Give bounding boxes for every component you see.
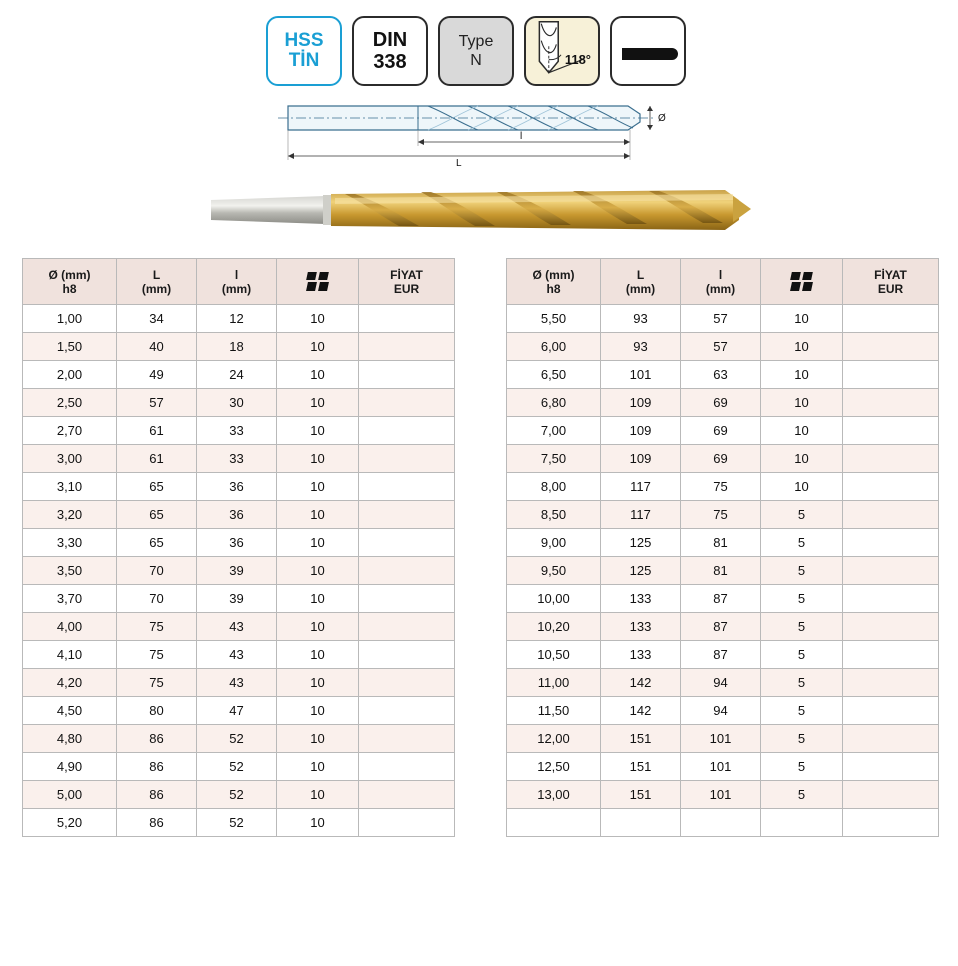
cell-pack-quantity: 10 — [277, 809, 359, 837]
badge-shank-type — [610, 16, 686, 86]
cell-price[interactable] — [359, 613, 455, 641]
cell-pack-quantity: 5 — [761, 529, 843, 557]
col-total-length-l2: (mm) — [141, 281, 172, 296]
cell-flute-length: 12 — [197, 305, 277, 333]
cell-diameter: 6,80 — [507, 389, 601, 417]
drill-bit-illustration — [205, 176, 753, 242]
cell-price[interactable] — [359, 809, 455, 837]
cell-flute-length: 24 — [197, 361, 277, 389]
table-row — [507, 725, 939, 753]
col-flute-length — [681, 259, 761, 305]
cell-total-length: 57 — [117, 389, 197, 417]
cell-diameter: 12,50 — [507, 753, 601, 781]
cell-flute-length — [681, 809, 761, 837]
spec-table-right-body — [507, 305, 939, 837]
cell-diameter: 10,20 — [507, 613, 601, 641]
cell-pack-quantity: 10 — [761, 389, 843, 417]
cell-price[interactable] — [843, 445, 939, 473]
cell-price[interactable] — [359, 585, 455, 613]
cell-price[interactable] — [843, 501, 939, 529]
cell-pack-quantity: 10 — [761, 333, 843, 361]
cell-flute-length: 36 — [197, 529, 277, 557]
table-row — [23, 753, 455, 781]
cell-price[interactable] — [359, 753, 455, 781]
cell-price[interactable] — [843, 613, 939, 641]
col-total-length-l1: L — [152, 267, 161, 282]
cell-diameter: 5,50 — [507, 305, 601, 333]
table-row — [507, 417, 939, 445]
spec-table-left-body — [23, 305, 455, 837]
col-flute-length — [197, 259, 277, 305]
col-diameter-l1: Ø (mm) — [48, 267, 91, 282]
cell-total-length: 86 — [117, 725, 197, 753]
cell-pack-quantity: 5 — [761, 613, 843, 641]
cell-price[interactable] — [359, 725, 455, 753]
cell-diameter: 4,90 — [23, 753, 117, 781]
cell-diameter: 8,50 — [507, 501, 601, 529]
cell-price[interactable] — [843, 809, 939, 837]
cell-flute-length: 52 — [197, 725, 277, 753]
cell-diameter: 3,20 — [23, 501, 117, 529]
cell-flute-length: 81 — [681, 529, 761, 557]
cell-total-length: 101 — [601, 361, 681, 389]
table-row — [23, 725, 455, 753]
cell-pack-quantity: 5 — [761, 753, 843, 781]
cell-price[interactable] — [359, 473, 455, 501]
spec-table-left-head — [23, 259, 455, 305]
table-row — [23, 501, 455, 529]
cell-total-length — [601, 809, 681, 837]
col-flute-length-l1: l — [718, 267, 723, 282]
table-row — [507, 361, 939, 389]
cell-flute-length: 69 — [681, 417, 761, 445]
cell-diameter: 10,00 — [507, 585, 601, 613]
spec-table-right — [506, 258, 939, 837]
cell-diameter: 3,30 — [23, 529, 117, 557]
cell-diameter: 11,00 — [507, 669, 601, 697]
cell-flute-length: 43 — [197, 613, 277, 641]
cell-pack-quantity: 10 — [761, 417, 843, 445]
cell-pack-quantity: 10 — [761, 445, 843, 473]
cell-pack-quantity: 5 — [761, 557, 843, 585]
table-row — [507, 781, 939, 809]
table-row — [23, 361, 455, 389]
cell-pack-quantity: 10 — [277, 781, 359, 809]
cell-total-length: 109 — [601, 445, 681, 473]
cell-diameter: 7,50 — [507, 445, 601, 473]
table-row — [507, 613, 939, 641]
cell-pack-quantity: 5 — [761, 781, 843, 809]
cell-total-length: 142 — [601, 669, 681, 697]
cell-pack-quantity: 5 — [761, 641, 843, 669]
cell-flute-length: 52 — [197, 781, 277, 809]
cell-pack-quantity: 10 — [277, 585, 359, 613]
cell-diameter: 13,00 — [507, 781, 601, 809]
drill-bit-photo — [205, 176, 753, 242]
cell-price[interactable] — [843, 781, 939, 809]
cell-price[interactable] — [359, 305, 455, 333]
cell-total-length: 61 — [117, 445, 197, 473]
cell-price[interactable] — [359, 445, 455, 473]
col-price-l1: FİYAT — [874, 267, 907, 282]
cell-pack-quantity: 10 — [761, 361, 843, 389]
table-header-row — [507, 259, 939, 305]
cell-pack-quantity: 10 — [277, 501, 359, 529]
col-diameter-l2: h8 — [546, 281, 561, 296]
cell-price[interactable] — [359, 669, 455, 697]
cell-total-length: 65 — [117, 529, 197, 557]
cell-total-length: 151 — [601, 781, 681, 809]
badge-hss-line1: HSS — [284, 30, 324, 51]
table-row — [507, 585, 939, 613]
cell-flute-length: 94 — [681, 697, 761, 725]
col-diameter — [507, 259, 601, 305]
cell-price[interactable] — [843, 585, 939, 613]
cell-diameter: 11,50 — [507, 697, 601, 725]
cell-price[interactable] — [843, 725, 939, 753]
table-row — [23, 585, 455, 613]
cell-price[interactable] — [359, 641, 455, 669]
cell-flute-length: 43 — [197, 641, 277, 669]
table-header-row — [23, 259, 455, 305]
col-total-length-l1: L — [636, 267, 645, 282]
cell-total-length: 117 — [601, 501, 681, 529]
cell-diameter: 10,50 — [507, 641, 601, 669]
table-row — [507, 473, 939, 501]
cell-total-length: 109 — [601, 417, 681, 445]
table-row — [23, 473, 455, 501]
cell-pack-quantity: 10 — [277, 529, 359, 557]
cell-total-length: 86 — [117, 781, 197, 809]
drill-outline-svg — [278, 96, 688, 168]
cell-diameter: 2,70 — [23, 417, 117, 445]
cell-diameter: 7,00 — [507, 417, 601, 445]
cell-pack-quantity — [761, 809, 843, 837]
cell-total-length: 133 — [601, 613, 681, 641]
cell-flute-length: 75 — [681, 501, 761, 529]
cell-diameter: 4,50 — [23, 697, 117, 725]
cell-pack-quantity: 10 — [277, 305, 359, 333]
cell-flute-length: 94 — [681, 669, 761, 697]
cell-price[interactable] — [843, 669, 939, 697]
badge-hss-line2: TİN — [288, 50, 320, 71]
cell-pack-quantity: 10 — [761, 305, 843, 333]
cell-pack-quantity: 10 — [277, 333, 359, 361]
cell-flute-length: 52 — [197, 809, 277, 837]
cell-price[interactable] — [359, 501, 455, 529]
cell-total-length: 151 — [601, 753, 681, 781]
cell-pack-quantity: 5 — [761, 725, 843, 753]
cell-pack-quantity: 10 — [277, 753, 359, 781]
table-row — [23, 697, 455, 725]
cell-flute-length: 75 — [681, 473, 761, 501]
col-price-l2: EUR — [393, 281, 420, 296]
cell-pack-quantity: 10 — [277, 697, 359, 725]
technical-drawing — [278, 96, 688, 168]
cell-total-length: 109 — [601, 389, 681, 417]
table-row — [23, 641, 455, 669]
col-pack-quantity — [761, 259, 843, 305]
cell-pack-quantity: 10 — [277, 557, 359, 585]
cell-flute-length: 52 — [197, 753, 277, 781]
cell-flute-length: 39 — [197, 585, 277, 613]
cell-price[interactable] — [359, 361, 455, 389]
col-flute-length-l2: (mm) — [705, 281, 736, 296]
cell-price[interactable] — [843, 417, 939, 445]
cell-diameter: 5,00 — [23, 781, 117, 809]
cell-price[interactable] — [359, 389, 455, 417]
cell-price[interactable] — [359, 781, 455, 809]
badge-angle-label: 118° — [564, 52, 591, 67]
table-row — [507, 697, 939, 725]
cell-total-length: 86 — [117, 753, 197, 781]
badge-point-angle — [524, 16, 600, 86]
cell-flute-length: 43 — [197, 669, 277, 697]
col-total-length-l2: (mm) — [625, 281, 656, 296]
cell-diameter: 4,00 — [23, 613, 117, 641]
col-flute-length-l2: (mm) — [221, 281, 252, 296]
cell-price[interactable] — [843, 305, 939, 333]
badge-din-line1: DIN — [372, 29, 408, 51]
cell-diameter: 4,80 — [23, 725, 117, 753]
cell-total-length: 34 — [117, 305, 197, 333]
cell-price[interactable] — [843, 361, 939, 389]
cell-pack-quantity: 10 — [277, 473, 359, 501]
cell-total-length: 80 — [117, 697, 197, 725]
cell-flute-length: 57 — [681, 305, 761, 333]
cell-diameter: 6,50 — [507, 361, 601, 389]
table-row — [507, 305, 939, 333]
drill-point-angle-icon — [524, 18, 600, 84]
table-row — [507, 753, 939, 781]
table-row — [23, 417, 455, 445]
cell-flute-length: 39 — [197, 557, 277, 585]
cell-diameter: 2,50 — [23, 389, 117, 417]
cell-total-length: 142 — [601, 697, 681, 725]
table-row — [23, 669, 455, 697]
table-row — [23, 333, 455, 361]
cell-diameter: 3,00 — [23, 445, 117, 473]
col-flute-length-l1: l — [234, 267, 239, 282]
cell-price[interactable] — [359, 697, 455, 725]
cell-total-length: 70 — [117, 585, 197, 613]
cell-flute-length: 63 — [681, 361, 761, 389]
pack-box-icon — [307, 272, 329, 292]
cell-diameter: 3,10 — [23, 473, 117, 501]
badge-row — [266, 16, 686, 86]
cell-pack-quantity: 10 — [277, 725, 359, 753]
cell-flute-length: 33 — [197, 417, 277, 445]
table-row — [507, 529, 939, 557]
cell-price[interactable] — [843, 473, 939, 501]
cell-flute-length: 33 — [197, 445, 277, 473]
cell-pack-quantity: 5 — [761, 585, 843, 613]
cell-flute-length: 30 — [197, 389, 277, 417]
cell-flute-length: 36 — [197, 473, 277, 501]
cell-price[interactable] — [843, 697, 939, 725]
col-diameter-l1: Ø (mm) — [532, 267, 575, 282]
table-row — [507, 669, 939, 697]
cell-total-length: 117 — [601, 473, 681, 501]
cell-flute-length: 47 — [197, 697, 277, 725]
badge-din-338 — [352, 16, 428, 86]
shank-bar-icon — [622, 48, 678, 60]
cell-total-length: 75 — [117, 641, 197, 669]
dim-total-length-label: L — [456, 158, 462, 168]
cell-total-length: 70 — [117, 557, 197, 585]
col-price-l1: FİYAT — [390, 267, 423, 282]
table-row — [23, 781, 455, 809]
table-row — [507, 501, 939, 529]
cell-pack-quantity: 10 — [761, 473, 843, 501]
table-row — [507, 389, 939, 417]
cell-total-length: 125 — [601, 529, 681, 557]
dim-flute-length-label: l — [520, 131, 523, 142]
cell-diameter: 1,50 — [23, 333, 117, 361]
table-row — [507, 641, 939, 669]
cell-flute-length: 101 — [681, 753, 761, 781]
cell-total-length: 93 — [601, 333, 681, 361]
cell-diameter: 9,50 — [507, 557, 601, 585]
cell-flute-length: 101 — [681, 781, 761, 809]
cell-diameter: 1,00 — [23, 305, 117, 333]
cell-flute-length: 87 — [681, 585, 761, 613]
cell-price[interactable] — [843, 557, 939, 585]
cell-flute-length: 87 — [681, 641, 761, 669]
cell-diameter: 4,20 — [23, 669, 117, 697]
cell-price[interactable] — [843, 529, 939, 557]
badge-type-n — [438, 16, 514, 86]
cell-flute-length: 18 — [197, 333, 277, 361]
table-row — [507, 557, 939, 585]
cell-pack-quantity: 5 — [761, 501, 843, 529]
spec-table-right-head — [507, 259, 939, 305]
cell-pack-quantity: 10 — [277, 445, 359, 473]
badge-din-line2: 338 — [373, 51, 407, 73]
table-row — [23, 389, 455, 417]
cell-flute-length: 36 — [197, 501, 277, 529]
cell-total-length: 49 — [117, 361, 197, 389]
table-row — [507, 809, 939, 837]
cell-diameter: 3,70 — [23, 585, 117, 613]
cell-pack-quantity: 10 — [277, 361, 359, 389]
cell-total-length: 133 — [601, 641, 681, 669]
col-total-length — [117, 259, 197, 305]
spec-table-left — [22, 258, 455, 837]
badge-hss-tin — [266, 16, 342, 86]
table-row — [23, 305, 455, 333]
table-row — [23, 529, 455, 557]
table-row — [507, 333, 939, 361]
cell-price[interactable] — [843, 389, 939, 417]
col-price — [359, 259, 455, 305]
cell-pack-quantity: 10 — [277, 389, 359, 417]
cell-diameter: 9,00 — [507, 529, 601, 557]
cell-diameter: 3,50 — [23, 557, 117, 585]
cell-total-length: 151 — [601, 725, 681, 753]
cell-diameter — [507, 809, 601, 837]
col-price — [843, 259, 939, 305]
cell-pack-quantity: 10 — [277, 669, 359, 697]
badge-type-line2: N — [470, 52, 482, 69]
pack-box-icon — [791, 272, 813, 292]
cell-pack-quantity: 10 — [277, 613, 359, 641]
cell-price[interactable] — [843, 753, 939, 781]
cell-pack-quantity: 10 — [277, 641, 359, 669]
col-diameter — [23, 259, 117, 305]
cell-flute-length: 101 — [681, 725, 761, 753]
cell-flute-length: 69 — [681, 389, 761, 417]
cell-pack-quantity: 5 — [761, 697, 843, 725]
cell-diameter: 5,20 — [23, 809, 117, 837]
cell-total-length: 75 — [117, 613, 197, 641]
cell-total-length: 125 — [601, 557, 681, 585]
col-diameter-l2: h8 — [62, 281, 77, 296]
cell-flute-length: 87 — [681, 613, 761, 641]
cell-flute-length: 57 — [681, 333, 761, 361]
cell-pack-quantity: 10 — [277, 417, 359, 445]
cell-total-length: 40 — [117, 333, 197, 361]
table-row — [23, 557, 455, 585]
cell-price[interactable] — [359, 529, 455, 557]
cell-total-length: 86 — [117, 809, 197, 837]
badge-type-line1: Type — [458, 33, 494, 50]
cell-diameter: 2,00 — [23, 361, 117, 389]
cell-total-length: 133 — [601, 585, 681, 613]
cell-total-length: 65 — [117, 473, 197, 501]
table-row — [23, 809, 455, 837]
table-row — [23, 613, 455, 641]
cell-diameter: 4,10 — [23, 641, 117, 669]
cell-diameter: 8,00 — [507, 473, 601, 501]
cell-price[interactable] — [843, 641, 939, 669]
col-price-l2: EUR — [877, 281, 904, 296]
cell-total-length: 61 — [117, 417, 197, 445]
col-total-length — [601, 259, 681, 305]
cell-diameter: 12,00 — [507, 725, 601, 753]
cell-total-length: 65 — [117, 501, 197, 529]
table-row — [507, 445, 939, 473]
cell-flute-length: 69 — [681, 445, 761, 473]
cell-total-length: 93 — [601, 305, 681, 333]
dim-diameter-label: Ø — [658, 113, 666, 124]
cell-price[interactable] — [843, 333, 939, 361]
col-pack-quantity — [277, 259, 359, 305]
cell-pack-quantity: 5 — [761, 669, 843, 697]
cell-price[interactable] — [359, 417, 455, 445]
table-row — [23, 445, 455, 473]
cell-total-length: 75 — [117, 669, 197, 697]
cell-diameter: 6,00 — [507, 333, 601, 361]
cell-price[interactable] — [359, 333, 455, 361]
cell-price[interactable] — [359, 557, 455, 585]
cell-flute-length: 81 — [681, 557, 761, 585]
